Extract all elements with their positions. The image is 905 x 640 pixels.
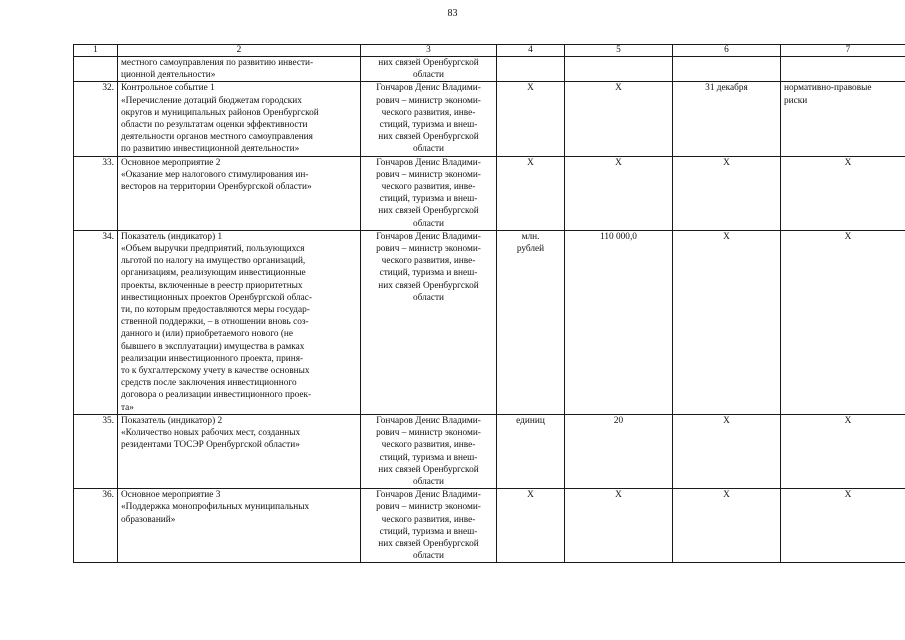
row-number: 36. xyxy=(74,489,118,563)
header-col-2: 2 xyxy=(118,45,361,57)
row-number: 32. xyxy=(74,82,118,156)
row-value: 20 xyxy=(565,414,673,488)
row-risk: Х xyxy=(781,156,905,230)
header-col-4: 4 xyxy=(497,45,565,57)
row-deadline: Х xyxy=(673,489,781,563)
row-name: местного самоуправления по развитию инвести- ционной деятельности» xyxy=(118,57,361,82)
page-number: 83 xyxy=(447,8,458,19)
row-deadline: Х xyxy=(673,230,781,414)
row-unit: единиц xyxy=(497,414,565,488)
row-number: 35. xyxy=(74,414,118,488)
plan-table xyxy=(73,44,905,563)
row-risk xyxy=(781,57,905,82)
row-responsible: них связей Оренбургской области xyxy=(361,57,497,82)
row-responsible: Гончаров Денис Владими- рович – министр экономи- ческого развития, инве- стиций, туризма и внеш- них связей Оренбургской области xyxy=(361,156,497,230)
row-responsible: Гончаров Денис Владими- рович – министр экономи- ческого развития, инве- стиций, туризма и внеш- них связей Оренбургской области xyxy=(361,82,497,156)
row-number xyxy=(74,57,118,82)
table-row xyxy=(74,489,905,563)
row-name: Контрольное событие 1 «Перечисление дотаций бюджетам городских округов и муниципальных районов Оренбургской области по результатам оценки эффективности деятельности органов местного самоуправления по развитию инвестиционной деятельности» xyxy=(118,82,361,156)
row-risk: Х xyxy=(781,230,905,414)
row-deadline: 31 декабря xyxy=(673,82,781,156)
row-risk: нормативно-правовые риски xyxy=(781,82,905,156)
row-unit xyxy=(497,57,565,82)
row-responsible: Гончаров Денис Владими- рович – министр экономи- ческого развития, инве- стиций, туризма и внеш- них связей Оренбургской области xyxy=(361,230,497,414)
row-unit: Х xyxy=(497,156,565,230)
row-value: Х xyxy=(565,489,673,563)
row-responsible: Гончаров Денис Владими- рович – министр экономи- ческого развития, инве- стиций, туризма и внеш- них связей Оренбургской области xyxy=(361,414,497,488)
table-row xyxy=(74,414,905,488)
row-unit: Х xyxy=(497,82,565,156)
row-value: Х xyxy=(565,156,673,230)
row-risk: Х xyxy=(781,414,905,488)
header-col-3: 3 xyxy=(361,45,497,57)
row-name: Основное мероприятие 2 «Оказание мер налогового стимулирования ин- весторов на территории Оренбургской области» xyxy=(118,156,361,230)
row-value: Х xyxy=(565,82,673,156)
row-deadline xyxy=(673,57,781,82)
row-deadline: Х xyxy=(673,414,781,488)
header-col-7: 7 xyxy=(781,45,905,57)
row-value: 110 000,0 xyxy=(565,230,673,414)
row-number: 33. xyxy=(74,156,118,230)
header-col-5: 5 xyxy=(565,45,673,57)
row-unit: Х xyxy=(497,489,565,563)
table-row xyxy=(74,156,905,230)
header-col-6: 6 xyxy=(673,45,781,57)
row-name: Показатель (индикатор) 2 «Количество новых рабочих мест, созданных резидентами ТОСЭР Оренбургской области» xyxy=(118,414,361,488)
row-responsible: Гончаров Денис Владими- рович – министр экономи- ческого развития, инве- стиций, туризма и внеш- них связей Оренбургской области xyxy=(361,489,497,563)
row-deadline: Х xyxy=(673,156,781,230)
row-risk: Х xyxy=(781,489,905,563)
table-row xyxy=(74,57,905,82)
row-value xyxy=(565,57,673,82)
header-row xyxy=(74,45,905,57)
row-name: Показатель (индикатор) 1 «Объем выручки предприятий, пользующихся льготой по налогу на имущество организаций, организациям, реализующим инвестиционные проекты, включенные в реестр приоритетных инвестиционных проектов Оренбургской облас- ти, по которым предоставляются меры государ- ственной поддержки, – в отношении вновь соз- данного и (или) приобретаемого нового (не бывшего в эксплуатации) имущества в рамках реализации инвестиционного проекта, приня- то к бухгалтерскому учету в качестве основных средств после заключения инвестиционного договора о реализации инвестиционного проек- та» xyxy=(118,230,361,414)
table-row xyxy=(74,230,905,414)
header-col-1: 1 xyxy=(74,45,118,57)
table-row xyxy=(74,82,905,156)
row-unit: млн. рублей xyxy=(497,230,565,414)
row-name: Основное мероприятие 3 «Поддержка монопрофильных муниципальных образований» xyxy=(118,489,361,563)
row-number: 34. xyxy=(74,230,118,414)
